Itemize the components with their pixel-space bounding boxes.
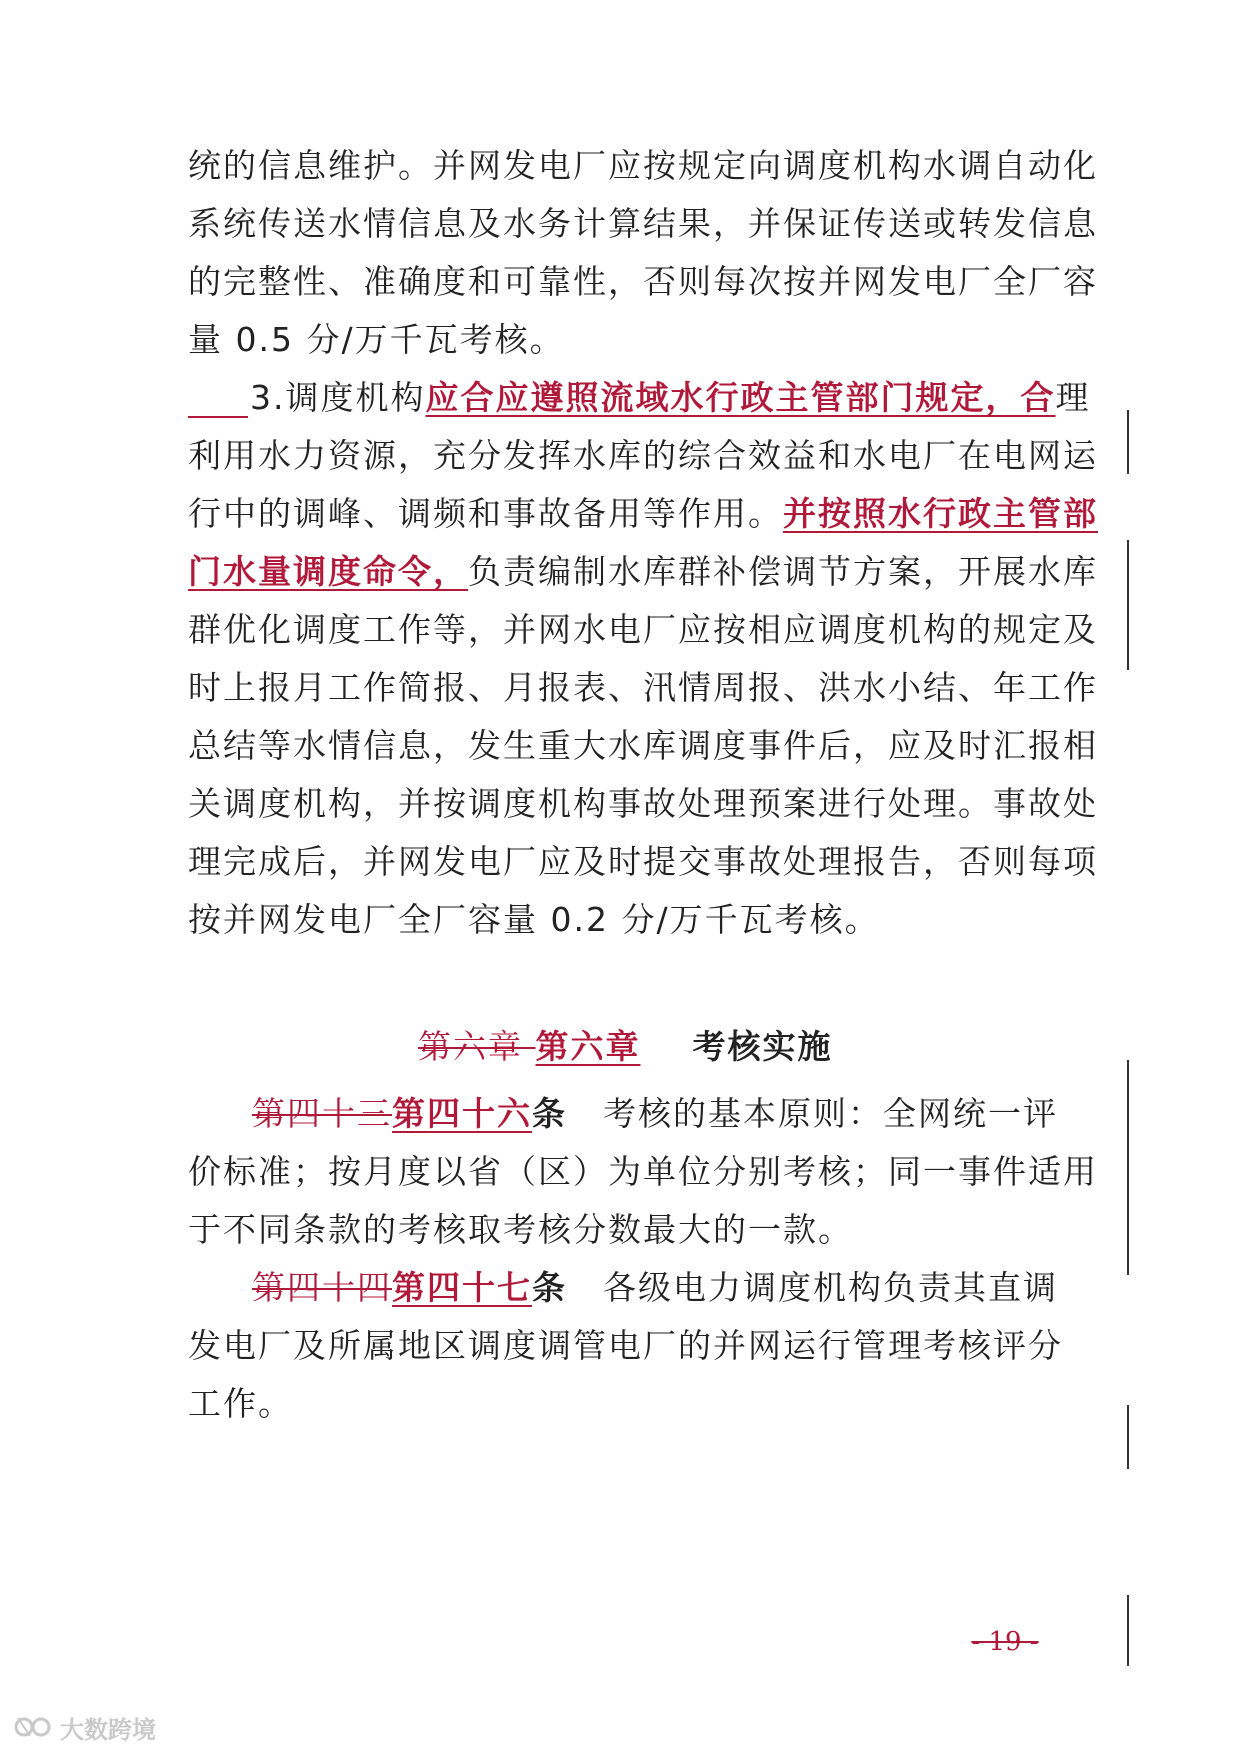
- inserted-indent-underline: [188, 390, 248, 418]
- text-line: 利用水力资源，充分发挥水库的综合效益和水电厂在电网运: [188, 436, 1098, 475]
- inserted-text: 并按照水行政主管部: [783, 494, 1098, 533]
- text-line: 时上报月工作简报、月报表、汛情周报、洪水小结、年工作: [188, 668, 1098, 707]
- deleted-text: 第四十三: [252, 1094, 392, 1133]
- text-line: [188, 378, 1091, 418]
- text-line: 发电厂及所属地区调度调管电厂的并网运行管理考核评分: [188, 1326, 1063, 1365]
- change-bar: [1127, 540, 1129, 670]
- text-line: 工作。: [188, 1384, 293, 1423]
- inserted-text: 应合应遵照流域水行政主管部门规定，合: [425, 378, 1056, 417]
- article-suffix: 条: [532, 1094, 567, 1133]
- inserted-text: 第四十六: [392, 1094, 532, 1133]
- text-segment: 各级电力调度机构负责其直调: [603, 1268, 1058, 1307]
- text-line: 理完成后，并网发电厂应及时提交事故处理报告，否则每项: [188, 842, 1098, 881]
- watermark-logo-icon: [14, 1714, 56, 1740]
- text-line: 按并网发电厂全厂容量 0.2 分/万千瓦考核。: [188, 900, 880, 939]
- text-segment: 负责编制水库群补偿调节方案，开展水库: [468, 552, 1098, 591]
- change-bar: [1127, 410, 1129, 474]
- text-line: 关调度机构，并按调度机构事故处理预案进行处理。事故处: [188, 784, 1098, 823]
- change-bar: [1127, 1628, 1129, 1666]
- text-segment: 行中的调峰、调频和事故备用等作用。: [188, 494, 783, 533]
- watermark: [14, 1710, 156, 1744]
- change-bar: [1127, 1060, 1129, 1275]
- text-line: 量 0.5 分/万千瓦考核。: [188, 320, 565, 359]
- deleted-text: 第六章: [418, 1027, 536, 1066]
- inserted-text: 第六章: [535, 1027, 641, 1066]
- deleted-text: 第四十四: [252, 1268, 392, 1307]
- chapter-heading: [418, 1027, 918, 1067]
- article-heading-line: [252, 1094, 1060, 1134]
- text-line: 于不同条款的考核取考核分数最大的一款。: [188, 1210, 853, 1249]
- text-line: [188, 552, 1098, 592]
- chapter-title: 考核实施: [692, 1027, 833, 1066]
- text-segment: 考核的基本原则：全网统一评: [603, 1094, 1058, 1133]
- text-line: 的完整性、准确度和可靠性，否则每次按并网发电厂全厂容: [188, 262, 1098, 301]
- text-line: 统的信息维护。并网发电厂应按规定向调度机构水调自动化: [188, 146, 1098, 185]
- text-line: 群优化调度工作等，并网水电厂应按相应调度机构的规定及: [188, 610, 1098, 649]
- page-number: - 19 -: [971, 1627, 1039, 1657]
- text-line: [188, 494, 1098, 534]
- watermark-text: 大数跨境: [60, 1715, 156, 1744]
- article-suffix: 条: [532, 1268, 567, 1307]
- inserted-text: 第四十七: [392, 1268, 532, 1307]
- item-number: 3.调度机构: [250, 378, 426, 417]
- text-segment: 理: [1055, 378, 1091, 417]
- inserted-text: 门水量调度命令，: [188, 552, 468, 591]
- article-heading-line: [252, 1268, 1060, 1308]
- text-line: 价标准；按月度以省（区）为单位分别考核；同一事件适用: [188, 1152, 1098, 1191]
- text-line: 系统传送水情信息及水务计算结果，并保证传送或转发信息: [188, 204, 1098, 243]
- change-bar: [1127, 1405, 1129, 1469]
- text-line: 总结等水情信息，发生重大水库调度事件后，应及时汇报相: [188, 726, 1098, 765]
